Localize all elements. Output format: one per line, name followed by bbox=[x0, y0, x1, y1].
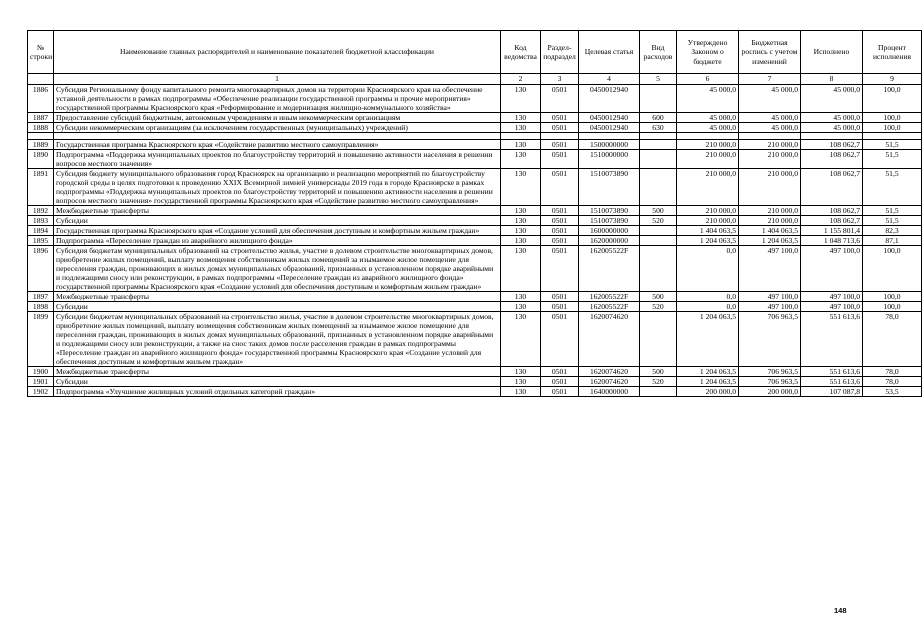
row-approved-cell: 210 000,0 bbox=[677, 215, 739, 225]
row-target-cell: 0450012940 bbox=[579, 112, 640, 122]
row-number-cell: 1899 bbox=[28, 311, 54, 366]
row-dept-cell: 130 bbox=[501, 311, 541, 366]
table-row bbox=[28, 122, 922, 132]
column-index-cell: 3 bbox=[541, 74, 579, 85]
row-executed-cell: 107 087,8 bbox=[801, 386, 863, 396]
row-type-cell: 520 bbox=[640, 215, 677, 225]
row-approved-cell: 45 000,0 bbox=[677, 84, 739, 112]
row-name-cell: Субсидии бюджетам муниципальных образований на строительство жилья, участие в долевом строительстве многоквартирных домов, приобретение жилых помещений, выплату возмещения собственникам жилых помещений за изымаемое жилое помещение для переселения граждан, проживающих в жилых домах муниципальных образований, признанных в установленном порядке аварийными и подлежащими сносу или реконструкции, а также на снос таких домов после расселения граждан в рамках подпрограммы «Переселение граждан из аварийного жилищного фонда» государственной программы Красноярского края «Создание условий для обеспечения доступным и комфортным жильем граждан» bbox=[54, 311, 501, 366]
row-schedule-cell: 210 000,0 bbox=[739, 215, 801, 225]
row-approved-cell: 0,0 bbox=[677, 245, 739, 291]
row-executed-cell: 1 155 801,4 bbox=[801, 225, 863, 235]
row-number-cell: 1898 bbox=[28, 301, 54, 311]
row-approved-cell: 1 204 063,5 bbox=[677, 376, 739, 386]
row-approved-cell: 1 404 063,5 bbox=[677, 225, 739, 235]
row-schedule-cell: 45 000,0 bbox=[739, 112, 801, 122]
row-dept-cell: 130 bbox=[501, 235, 541, 245]
row-dept-cell: 130 bbox=[501, 205, 541, 215]
spacer-row bbox=[28, 132, 922, 139]
row-type-cell bbox=[640, 235, 677, 245]
table-row bbox=[28, 149, 922, 168]
row-name-cell: Подпрограмма «Переселение граждан из аварийного жилищного фонда» bbox=[54, 235, 501, 245]
col-header-type: Вид расходов bbox=[640, 31, 677, 74]
row-executed-cell: 108 062,7 bbox=[801, 149, 863, 168]
row-executed-cell: 45 000,0 bbox=[801, 122, 863, 132]
row-dept-cell: 130 bbox=[501, 149, 541, 168]
column-index-cell: 4 bbox=[579, 74, 640, 85]
spacer-cell bbox=[579, 132, 640, 139]
row-dept-cell: 130 bbox=[501, 376, 541, 386]
row-number-cell: 1892 bbox=[28, 205, 54, 215]
spacer-cell bbox=[640, 132, 677, 139]
table-row bbox=[28, 235, 922, 245]
row-section-cell: 0501 bbox=[541, 139, 579, 149]
row-name-cell: Субсидия бюджету муниципального образования город Красноярск на организацию и реализацию мероприятий по благоустройству городской среды в целях подготовки к проведению XXIX Всемирной зимней универсиады 2019 года в городе Красноярске в рамках подпрограммы «Поддержка муниципальных проектов по благоустройству территорий и повышению активности населения в решении вопросов местного значения» государственной программы Красноярского края «Содействие развитию местного самоуправления» bbox=[54, 168, 501, 205]
row-section-cell: 0501 bbox=[541, 301, 579, 311]
row-approved-cell: 210 000,0 bbox=[677, 149, 739, 168]
table-row bbox=[28, 245, 922, 291]
row-type-cell: 500 bbox=[640, 366, 677, 376]
row-name-cell: Государственная программа Красноярского края «Создание условий для обеспечения доступным и комфортным жильем граждан» bbox=[54, 225, 501, 235]
table-row bbox=[28, 376, 922, 386]
row-section-cell: 0501 bbox=[541, 225, 579, 235]
row-target-cell: 1510073890 bbox=[579, 205, 640, 215]
row-target-cell: 1600000000 bbox=[579, 225, 640, 235]
row-percent-cell: 53,5 bbox=[863, 386, 922, 396]
row-dept-cell: 130 bbox=[501, 122, 541, 132]
row-approved-cell: 1 204 063,5 bbox=[677, 235, 739, 245]
column-index-cell: 5 bbox=[640, 74, 677, 85]
row-type-cell: 600 bbox=[640, 112, 677, 122]
col-header-name: Наименование главных распорядителей и наименование показателей бюджетной классификации bbox=[54, 31, 501, 74]
table-row bbox=[28, 84, 922, 112]
row-executed-cell: 551 613,6 bbox=[801, 311, 863, 366]
row-schedule-cell: 706 963,5 bbox=[739, 366, 801, 376]
row-name-cell: Межбюджетные трансферты bbox=[54, 205, 501, 215]
row-target-cell: 0450012940 bbox=[579, 122, 640, 132]
spacer-cell bbox=[677, 132, 739, 139]
row-approved-cell: 1 204 063,5 bbox=[677, 311, 739, 366]
row-section-cell: 0501 bbox=[541, 291, 579, 301]
row-executed-cell: 45 000,0 bbox=[801, 84, 863, 112]
row-name-cell: Подпрограмма «Поддержка муниципальных проектов по благоустройству территорий и повышению активности населения в решении вопросов местного значения» bbox=[54, 149, 501, 168]
row-type-cell: 500 bbox=[640, 205, 677, 215]
row-target-cell: 162005522F bbox=[579, 245, 640, 291]
row-executed-cell: 551 613,6 bbox=[801, 366, 863, 376]
row-percent-cell: 51,5 bbox=[863, 168, 922, 205]
column-index-row bbox=[28, 74, 922, 85]
row-percent-cell: 51,5 bbox=[863, 215, 922, 225]
row-percent-cell: 100,0 bbox=[863, 84, 922, 112]
header-row bbox=[28, 31, 922, 74]
row-name-cell: Государственная программа Красноярского края «Содействие развитию местного самоуправления» bbox=[54, 139, 501, 149]
row-executed-cell: 108 062,7 bbox=[801, 168, 863, 205]
table-row bbox=[28, 386, 922, 396]
row-approved-cell: 45 000,0 bbox=[677, 112, 739, 122]
row-name-cell: Межбюджетные трансферты bbox=[54, 291, 501, 301]
col-header-schedule: Бюджетная роспись с учетом изменений bbox=[739, 31, 801, 74]
table-row bbox=[28, 301, 922, 311]
row-percent-cell: 78,0 bbox=[863, 376, 922, 386]
row-executed-cell: 108 062,7 bbox=[801, 205, 863, 215]
row-type-cell: 500 bbox=[640, 291, 677, 301]
row-type-cell bbox=[640, 84, 677, 112]
row-dept-cell: 130 bbox=[501, 291, 541, 301]
spacer-cell bbox=[863, 132, 922, 139]
row-schedule-cell: 497 100,0 bbox=[739, 245, 801, 291]
row-type-cell: 520 bbox=[640, 376, 677, 386]
row-executed-cell: 45 000,0 bbox=[801, 112, 863, 122]
row-target-cell: 1510073890 bbox=[579, 215, 640, 225]
page-number: 148 bbox=[834, 606, 847, 615]
table-row bbox=[28, 168, 922, 205]
row-number-cell: 1902 bbox=[28, 386, 54, 396]
row-schedule-cell: 706 963,5 bbox=[739, 376, 801, 386]
col-header-dept: Код ведомства bbox=[501, 31, 541, 74]
row-number-cell: 1893 bbox=[28, 215, 54, 225]
row-type-cell bbox=[640, 225, 677, 235]
row-section-cell: 0501 bbox=[541, 376, 579, 386]
row-percent-cell: 51,5 bbox=[863, 139, 922, 149]
budget-execution-table bbox=[27, 30, 922, 397]
row-number-cell: 1886 bbox=[28, 84, 54, 112]
row-percent-cell: 100,0 bbox=[863, 112, 922, 122]
row-name-cell: Субсидия Региональному фонду капитального ремонта многоквартирных домов на территории Красноярского края на обеспечение уставной деятельности в рамках подпрограммы «Обеспечение реализации государственной программы и прочие мероприятия» государственной программы Красноярского края «Реформирование и модернизация жилищно-коммунального хозяйства» bbox=[54, 84, 501, 112]
row-approved-cell: 210 000,0 bbox=[677, 139, 739, 149]
column-index-cell: 6 bbox=[677, 74, 739, 85]
row-type-cell bbox=[640, 245, 677, 291]
row-percent-cell: 78,0 bbox=[863, 366, 922, 376]
spacer-cell bbox=[739, 132, 801, 139]
row-executed-cell: 1 048 713,6 bbox=[801, 235, 863, 245]
row-schedule-cell: 497 100,0 bbox=[739, 301, 801, 311]
row-section-cell: 0501 bbox=[541, 122, 579, 132]
row-schedule-cell: 706 963,5 bbox=[739, 311, 801, 366]
row-approved-cell: 210 000,0 bbox=[677, 168, 739, 205]
column-index-cell: 8 bbox=[801, 74, 863, 85]
row-name-cell: Субсидии bbox=[54, 215, 501, 225]
spacer-cell bbox=[501, 132, 541, 139]
row-dept-cell: 130 bbox=[501, 245, 541, 291]
row-type-cell bbox=[640, 139, 677, 149]
row-target-cell: 0450012940 bbox=[579, 84, 640, 112]
table-row bbox=[28, 291, 922, 301]
column-index-cell: 7 bbox=[739, 74, 801, 85]
row-percent-cell: 82,3 bbox=[863, 225, 922, 235]
row-section-cell: 0501 bbox=[541, 235, 579, 245]
row-type-cell bbox=[640, 168, 677, 205]
row-approved-cell: 0,0 bbox=[677, 301, 739, 311]
row-section-cell: 0501 bbox=[541, 386, 579, 396]
col-header-approved: Утверждено Законом о бюджете bbox=[677, 31, 739, 74]
row-percent-cell: 51,5 bbox=[863, 205, 922, 215]
row-executed-cell: 108 062,7 bbox=[801, 139, 863, 149]
row-percent-cell: 78,0 bbox=[863, 311, 922, 366]
row-executed-cell: 497 100,0 bbox=[801, 291, 863, 301]
col-header-executed: Исполнено bbox=[801, 31, 863, 74]
row-section-cell: 0501 bbox=[541, 84, 579, 112]
row-type-cell: 630 bbox=[640, 122, 677, 132]
col-header-target: Целевая статья bbox=[579, 31, 640, 74]
row-number-cell: 1887 bbox=[28, 112, 54, 122]
row-target-cell: 1620074620 bbox=[579, 366, 640, 376]
table-row bbox=[28, 215, 922, 225]
row-dept-cell: 130 bbox=[501, 301, 541, 311]
table-row bbox=[28, 205, 922, 215]
row-schedule-cell: 45 000,0 bbox=[739, 122, 801, 132]
row-number-cell: 1895 bbox=[28, 235, 54, 245]
row-number-cell: 1894 bbox=[28, 225, 54, 235]
row-target-cell: 162005522F bbox=[579, 291, 640, 301]
row-target-cell: 1510000000 bbox=[579, 149, 640, 168]
table-row bbox=[28, 112, 922, 122]
row-number-cell: 1891 bbox=[28, 168, 54, 205]
row-section-cell: 0501 bbox=[541, 215, 579, 225]
row-section-cell: 0501 bbox=[541, 149, 579, 168]
row-executed-cell: 497 100,0 bbox=[801, 245, 863, 291]
row-target-cell: 162005522F bbox=[579, 301, 640, 311]
row-approved-cell: 0,0 bbox=[677, 291, 739, 301]
row-percent-cell: 100,0 bbox=[863, 301, 922, 311]
row-percent-cell: 100,0 bbox=[863, 291, 922, 301]
row-dept-cell: 130 bbox=[501, 168, 541, 205]
col-header-section: Раздел-подраздел bbox=[541, 31, 579, 74]
row-approved-cell: 210 000,0 bbox=[677, 205, 739, 215]
column-index-cell: 1 bbox=[54, 74, 501, 85]
row-dept-cell: 130 bbox=[501, 225, 541, 235]
row-schedule-cell: 210 000,0 bbox=[739, 205, 801, 215]
row-target-cell: 1620000000 bbox=[579, 235, 640, 245]
row-percent-cell: 100,0 bbox=[863, 245, 922, 291]
spacer-cell bbox=[28, 132, 54, 139]
row-type-cell bbox=[640, 386, 677, 396]
row-target-cell: 1620074620 bbox=[579, 311, 640, 366]
row-dept-cell: 130 bbox=[501, 366, 541, 376]
row-schedule-cell: 200 000,0 bbox=[739, 386, 801, 396]
row-approved-cell: 1 204 063,5 bbox=[677, 366, 739, 376]
row-name-cell: Субсидии bbox=[54, 301, 501, 311]
row-number-cell: 1888 bbox=[28, 122, 54, 132]
table-row bbox=[28, 225, 922, 235]
spacer-cell bbox=[54, 132, 501, 139]
row-schedule-cell: 210 000,0 bbox=[739, 168, 801, 205]
row-type-cell: 520 bbox=[640, 301, 677, 311]
column-index-cell: 9 bbox=[863, 74, 922, 85]
column-index-cell: 2 bbox=[501, 74, 541, 85]
row-dept-cell: 130 bbox=[501, 215, 541, 225]
table-row bbox=[28, 366, 922, 376]
row-dept-cell: 130 bbox=[501, 112, 541, 122]
row-executed-cell: 551 613,6 bbox=[801, 376, 863, 386]
row-schedule-cell: 210 000,0 bbox=[739, 139, 801, 149]
row-section-cell: 0501 bbox=[541, 245, 579, 291]
row-percent-cell: 87,1 bbox=[863, 235, 922, 245]
row-percent-cell: 51,5 bbox=[863, 149, 922, 168]
row-number-cell: 1889 bbox=[28, 139, 54, 149]
table-row bbox=[28, 139, 922, 149]
row-name-cell: Межбюджетные трансферты bbox=[54, 366, 501, 376]
spacer-cell bbox=[541, 132, 579, 139]
row-approved-cell: 200 000,0 bbox=[677, 386, 739, 396]
row-dept-cell: 130 bbox=[501, 386, 541, 396]
row-dept-cell: 130 bbox=[501, 84, 541, 112]
column-index-cell bbox=[28, 74, 54, 85]
row-number-cell: 1890 bbox=[28, 149, 54, 168]
row-name-cell: Субсидия бюджетам муниципальных образований на строительство жилья, участие в долевом строительстве многоквартирных домов, приобретение жилых помещений, выплату возмещения собственникам жилых помещений за изымаемое жилое помещение для переселения граждан, проживающих в жилых домах муниципальных образований, признанных в установленном порядке аварийными и подлежащими сносу или реконструкции, в рамках подпрограммы «Переселение граждан из аварийного жилищного фонда» государственной программы Красноярского края «Создание условий для обеспечения доступным и комфортным жильем граждан» bbox=[54, 245, 501, 291]
row-section-cell: 0501 bbox=[541, 311, 579, 366]
row-executed-cell: 497 100,0 bbox=[801, 301, 863, 311]
row-type-cell bbox=[640, 311, 677, 366]
col-header-percent: Процент исполнения bbox=[863, 31, 922, 74]
row-schedule-cell: 1 204 063,5 bbox=[739, 235, 801, 245]
spacer-cell bbox=[801, 132, 863, 139]
row-number-cell: 1896 bbox=[28, 245, 54, 291]
row-schedule-cell: 45 000,0 bbox=[739, 84, 801, 112]
row-type-cell bbox=[640, 149, 677, 168]
col-header-num: № строки bbox=[28, 31, 54, 74]
row-number-cell: 1901 bbox=[28, 376, 54, 386]
row-number-cell: 1897 bbox=[28, 291, 54, 301]
row-name-cell: Субсидии некоммерческим организациям (за исключением государственных (муниципальных) учреждений) bbox=[54, 122, 501, 132]
row-number-cell: 1900 bbox=[28, 366, 54, 376]
row-target-cell: 1510073890 bbox=[579, 168, 640, 205]
row-target-cell: 1620074620 bbox=[579, 376, 640, 386]
row-approved-cell: 45 000,0 bbox=[677, 122, 739, 132]
row-section-cell: 0501 bbox=[541, 168, 579, 205]
row-section-cell: 0501 bbox=[541, 205, 579, 215]
row-target-cell: 1500000000 bbox=[579, 139, 640, 149]
row-name-cell: Предоставление субсидий бюджетным, автономным учреждениям и иным некоммерческим организациям bbox=[54, 112, 501, 122]
row-target-cell: 1640000000 bbox=[579, 386, 640, 396]
row-schedule-cell: 210 000,0 bbox=[739, 149, 801, 168]
row-dept-cell: 130 bbox=[501, 139, 541, 149]
row-section-cell: 0501 bbox=[541, 366, 579, 376]
row-name-cell: Подпрограмма «Улучшение жилищных условий отдельных категорий граждан» bbox=[54, 386, 501, 396]
row-name-cell: Субсидии bbox=[54, 376, 501, 386]
table-row bbox=[28, 311, 922, 366]
row-executed-cell: 108 062,7 bbox=[801, 215, 863, 225]
row-schedule-cell: 1 404 063,5 bbox=[739, 225, 801, 235]
row-section-cell: 0501 bbox=[541, 112, 579, 122]
row-schedule-cell: 497 100,0 bbox=[739, 291, 801, 301]
row-percent-cell: 100,0 bbox=[863, 122, 922, 132]
